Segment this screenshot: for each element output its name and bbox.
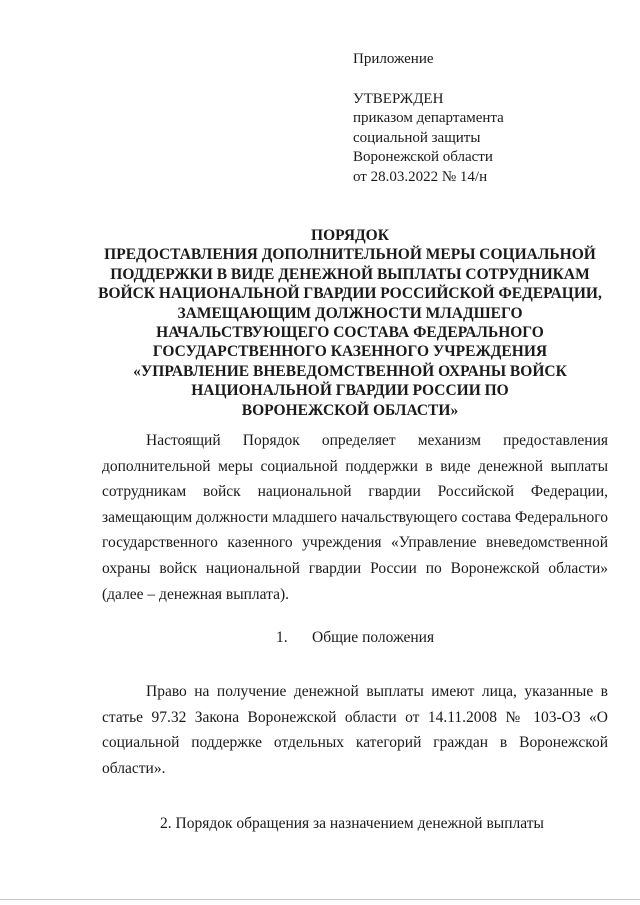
section-number: 1. xyxy=(276,629,288,646)
paragraph-line: социальной поддержке отдельных категорий граждан в Воронежской xyxy=(102,734,608,752)
section-title: Общие положения xyxy=(312,629,435,646)
paragraph-line: области». xyxy=(102,759,166,777)
paragraph-line: Право на получение денежной выплаты имеют лица, указанные в xyxy=(146,683,608,700)
section-heading-2: 2. Порядок обращения за назначением денежной выплаты xyxy=(160,815,544,832)
approval-line: Воронежской области xyxy=(353,149,493,165)
title-line: НАЦИОНАЛЬНОЙ ГВАРДИИ РОССИИ ПО xyxy=(191,382,509,400)
eligibility-paragraph xyxy=(102,679,608,781)
paragraph-line: (далее – денежная выплата). xyxy=(102,585,290,603)
title-line: ПОРЯДОК xyxy=(311,227,389,244)
title-line: ВОЙСК НАЦИОНАЛЬНОЙ ГВАРДИИ РОССИЙСКОЙ ФЕДЕРАЦИИ, xyxy=(98,285,602,303)
paragraph-line: дополнительной меры социальной поддержки в виде денежной выплаты xyxy=(102,457,608,475)
section-heading-1 xyxy=(276,628,434,648)
intro-paragraph xyxy=(102,428,608,607)
page-edge-divider xyxy=(0,899,640,900)
approval-stamp xyxy=(353,50,613,187)
title-line: ГОСУДАРСТВЕННОГО КАЗЕННОГО УЧРЕЖДЕНИЯ xyxy=(152,343,548,361)
appendix-label: Приложение xyxy=(353,51,434,67)
paragraph-line: охраны войск национальной гвардии России по Воронежской области» xyxy=(102,559,608,577)
paragraph-line: государственного казенного учреждения «Управление вневедомственной xyxy=(102,534,608,552)
title-line: ПОДДЕРЖКИ В ВИДЕ ДЕНЕЖНОЙ ВЫПЛАТЫ СОТРУДНИКАМ xyxy=(110,265,590,283)
document-title xyxy=(60,226,640,420)
approved-label: УТВЕРЖДЕН xyxy=(353,90,444,107)
title-line: ЗАМЕЩАЮЩИМ ДОЛЖНОСТИ МЛАДШЕГО xyxy=(177,304,523,322)
paragraph-line: Настоящий Порядок определяет механизм предоставления xyxy=(146,432,608,449)
title-line: ВОРОНЕЖСКОЙ ОБЛАСТИ» xyxy=(241,401,459,419)
approval-order-date: от 28.03.2022 № 14/н xyxy=(353,168,488,185)
paragraph-line: статье 97.32 Закона Воронежской области от 14.11.2008 № 103-ОЗ «О xyxy=(102,708,608,726)
approval-line: приказом департамента xyxy=(353,110,504,126)
title-line: «УПРАВЛЕНИЕ ВНЕВЕДОМСТВЕННОЙ ОХРАНЫ ВОЙСК xyxy=(133,362,567,380)
paragraph-line: сотрудникам войск национальной гвардии Российской Федерации, xyxy=(102,483,608,501)
title-line: НАЧАЛЬСТВУЮЩЕГО СОСТАВА ФЕДЕРАЛЬНОГО xyxy=(156,324,544,342)
approval-line: социальной защиты xyxy=(353,129,481,146)
paragraph-line: замещающим должности младшего начальствующего состава Федерального xyxy=(102,508,608,526)
title-line: ПРЕДОСТАВЛЕНИЯ ДОПОЛНИТЕЛЬНОЙ МЕРЫ СОЦИАЛЬНОЙ xyxy=(104,246,596,264)
